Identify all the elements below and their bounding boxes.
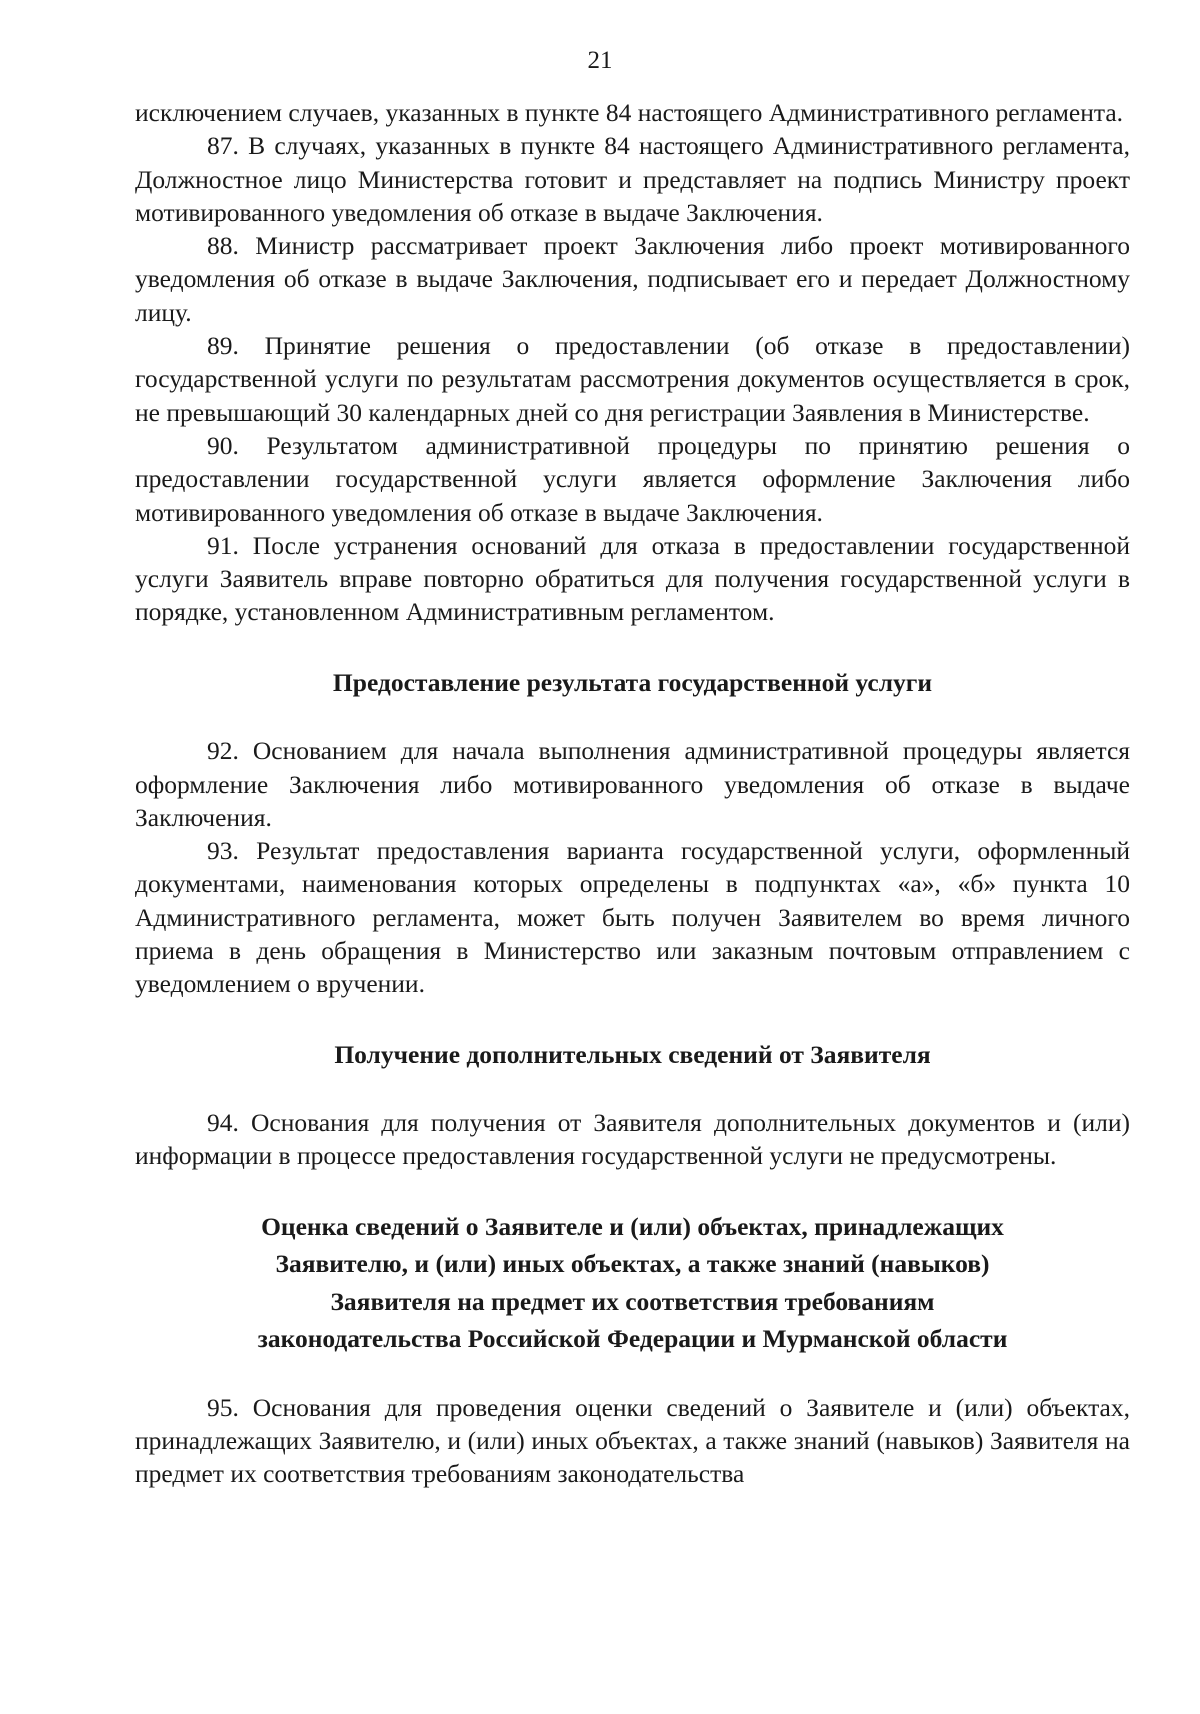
heading-line: Заявителя на предмет их соответствия требованиям	[330, 1286, 935, 1316]
paragraph-88: 88. Министр рассматривает проект Заключения либо проект мотивированного уведомления об отказе в выдаче Заключения, подписывает его и передает Должностному лицу.	[135, 231, 1130, 327]
paragraph-86-end: исключением случаев, указанных в пункте 84 настоящего Административного регламента.	[135, 98, 1124, 127]
paragraph-90: 90. Результатом административной процедуры по принятию решения о предоставлении государственной услуги является оформление Заключения либо мотивированного уведомления об отказе в выдаче Заключения.	[135, 430, 1130, 527]
paragraph-94: 94. Основания для получения от Заявителя дополнительных документов и (или) информации в процессе предоставления государственной услуги не предусмотрены.	[135, 1108, 1130, 1171]
heading-line: Заявителю, и (или) иных объектах, а также знаний (навыков)	[275, 1249, 990, 1279]
section-heading-result-provision: Предоставление результата государственной услуги	[332, 667, 933, 697]
section-heading-applicant-assessment	[135, 1208, 1130, 1358]
document-body	[135, 96, 1130, 1491]
heading-line: Оценка сведений о Заявителе и (или) объектах, принадлежащих	[261, 1211, 1004, 1241]
paragraph-87: 87. В случаях, указанных в пункте 84 настоящего Административного регламента, Должностное лицо Министерства готовит и представляет на подпись Министру проект мотивированного уведомления об отказе в выдаче Заключения.	[135, 131, 1130, 227]
paragraph-95: 95. Основания для проведения оценки сведений о Заявителе и (или) объектах, принадлежащих Заявителю, и (или) иных объектах, а также знаний (навыков) Заявителя на предмет их соответствия требованиям законодательства	[135, 1392, 1130, 1489]
paragraph-93: 93. Результат предоставления варианта государственной услуги, оформленный документами, наименования которых определены в подпунктах «а», «б» пункта 10 Административного регламента, может быть получен Заявителем во время личного приема в день обращения в Министерство или заказным почтовым отправлением с уведомлением о вручении.	[135, 836, 1130, 999]
paragraph-91: 91. После устранения оснований для отказа в предоставлении государственной услуги Заявитель вправе повторно обратиться для получения государственной услуги в порядке, установленном Административным регламентом.	[135, 530, 1130, 627]
section-heading-additional-info: Получение дополнительных сведений от Заявителя	[334, 1039, 931, 1069]
paragraph-92: 92. Основанием для начала выполнения административной процедуры является оформление Заключения либо мотивированного уведомления об отказе в выдаче Заключения.	[135, 736, 1130, 832]
paragraph-89: 89. Принятие решения о предоставлении (об отказе в предоставлении) государственной услуги по результатам рассмотрения документов осуществляется в срок, не превышающий 30 календарных дней со дня регистрации Заявления в Министерстве.	[135, 331, 1130, 427]
page-number: 21	[587, 47, 613, 74]
heading-line: законодательства Российской Федерации и Мурманской области	[257, 1324, 1008, 1354]
